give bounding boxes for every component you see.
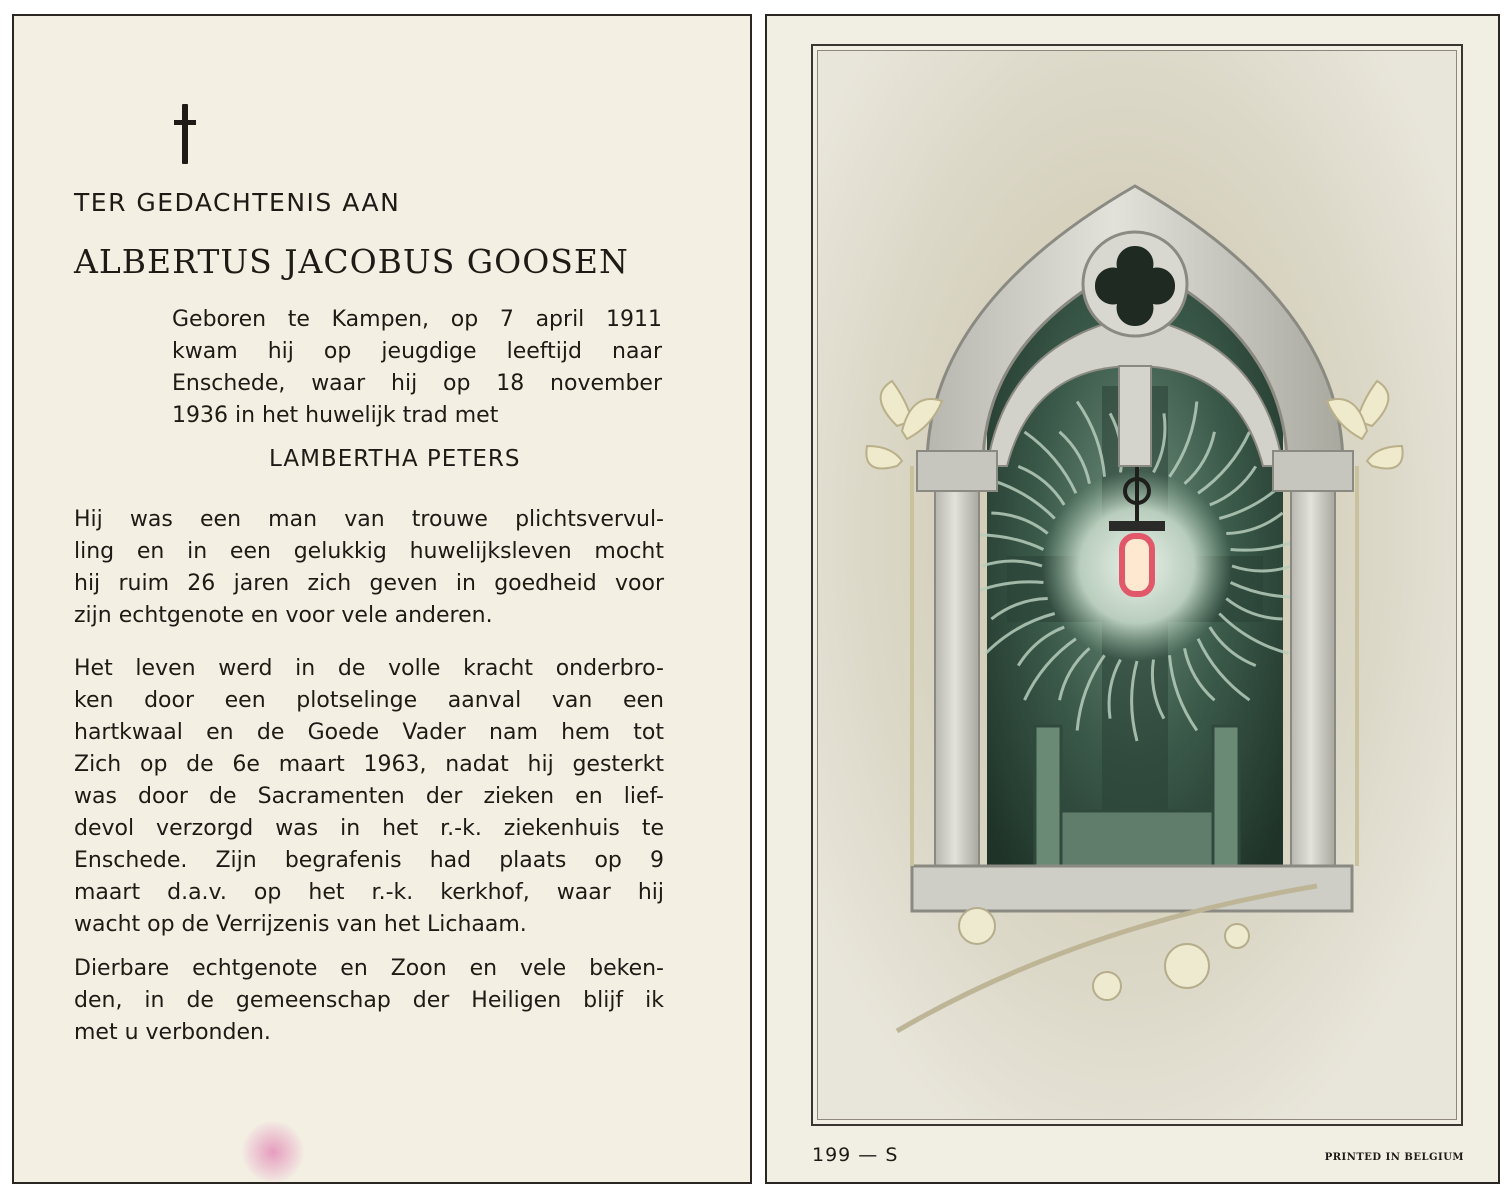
paragraph-line: kwam hij op jeugdige leeftijd naar [172,339,662,364]
card-number: 199 — S [812,1144,899,1166]
paragraph-line: Het leven werd in de volle kracht onderbro- [74,656,664,681]
shrine-base [912,866,1352,911]
deceased-name: ALBERTUS JACOBUS GOOSEN [74,242,629,281]
paragraph-line: ken door een plotselinge aanval van een [74,688,664,713]
left-capital [917,451,997,491]
paragraph-line: devol verzorgd was in het r.-k. ziekenhuis te [74,816,664,841]
paragraph-line: ling en in een gelukkig huwelijksleven mocht [74,539,664,564]
paragraph-line: 1936 in het huwelijk trad met [172,403,499,428]
ink-stain [242,1121,304,1183]
paragraph-line: Dierbare echtgenote en Zoon en vele beken- [74,956,664,981]
cross-icon [174,104,196,166]
memorial-card-picture-side [765,14,1500,1184]
spouse-name: LAMBERTHA PETERS [269,446,521,472]
death-paragraph [74,653,664,941]
paragraph-line: Geboren te Kampen, op 7 april 1911 [172,307,662,332]
altar-right-post [1213,726,1239,886]
lamp-holder [1109,521,1165,531]
center-mullion [1119,366,1151,466]
paragraph-line: Zich op de 6e maart 1963, nadat hij gesterkt [74,752,664,777]
altar-left-post [1035,726,1061,886]
paragraph-line: hartkwaal en de Goede Vader nam hem tot [74,720,664,745]
paragraph-line: met u verbonden. [74,1020,271,1045]
left-column [935,491,979,871]
printer-note: PRINTED IN BELGIUM [1324,1152,1464,1163]
paragraph-line: Enschede, waar hij op 18 november [172,371,662,396]
paragraph-line: maart d.a.v. op het r.-k. kerkhof, waar hij [74,880,664,905]
right-capital [1273,451,1353,491]
right-column [1291,491,1335,871]
lamp-flame [1122,536,1152,594]
character-paragraph [74,504,664,632]
paragraph-line: Enschede. Zijn begrafenis had plaats op 9 [74,848,664,873]
paragraph-line: den, in de gemeenschap der Heiligen blijf ik [74,988,664,1013]
memorial-card-text-side [12,14,752,1184]
flower-cluster [959,908,1249,1000]
paragraph-line: wacht op de Verrijzenis van het Lichaam. [74,912,527,937]
paragraph-line: hij ruim 26 jaren zich geven in goedheid voor [74,571,664,596]
gothic-shrine-illustration [857,166,1417,1036]
farewell-paragraph [74,953,664,1049]
paragraph-line: Hij was een man van trouwe plichtsvervul- [74,507,664,532]
birth-paragraph [172,304,662,432]
paragraph-line: zijn echtgenote en voor vele anderen. [74,603,493,628]
paragraph-line: was door de Sacramenten der zieken en lief- [74,784,664,809]
memorial-heading: TER GEDACHTENIS AAN [74,188,401,217]
